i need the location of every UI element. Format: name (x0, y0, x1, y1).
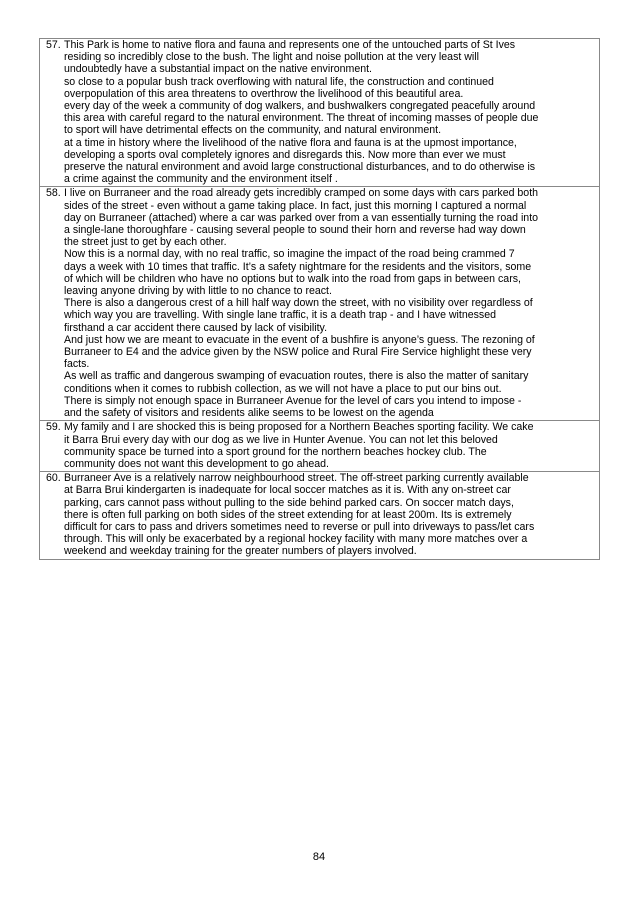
submission-entry (39, 39, 600, 187)
submission-text-line (43, 484, 596, 496)
submission-text: every day of the week a community of dog walkers, and bushwalkers congregated peacefully around (64, 100, 536, 113)
submission-text-line (43, 383, 596, 395)
submission-text-line (43, 200, 596, 212)
submission-text-line (43, 112, 596, 124)
submissions-table (39, 38, 600, 560)
submission-text-line (43, 149, 596, 161)
submission-text-line (43, 346, 596, 358)
submission-text: conditions when it comes to rubbish collection, as we will not have a place to put our bins out. (64, 382, 502, 395)
submission-text-line (43, 434, 596, 446)
submission-text-line (43, 370, 596, 382)
submission-text-line (43, 309, 596, 321)
submission-text: through. This will only be exacerbated by a regional hockey facility with many more matches over a (64, 533, 528, 546)
submission-text: There is also a dangerous crest of a hill half way down the street, with no visibility over regardless of (64, 297, 533, 310)
submission-text-line (43, 407, 596, 419)
submission-text: it Barra Brui every day with our dog as we live in Hunter Avenue. You can not let this beloved (64, 433, 498, 446)
submission-text: My family and I are shocked this is being proposed for a Northern Beaches sporting facility. We cake (64, 421, 534, 434)
submission-text: I live on Burraneer and the road already gets incredibly cramped on some days with cars parked both (64, 187, 539, 200)
submission-text: which way you are travelling. With single lane traffic, it is a death trap - and I have witnessed (64, 309, 497, 322)
submission-text: This Park is home to native flora and fauna and represents one of the untouched parts of St Ives (64, 39, 516, 51)
submission-text: And just how we are meant to evacuate in the event of a bushfire is anyone’s guess. The rezoning of (64, 333, 535, 346)
submission-text-line (43, 285, 596, 297)
submission-text-line (43, 533, 596, 545)
submission-text: sides of the street - even without a game taking place. In fact, just this morning I captured a normal (64, 199, 527, 212)
submission-text: weekend and weekday training for the greater numbers of players involved. (64, 545, 417, 558)
submission-text: residing so incredibly close to the bush. The light and noise pollution at the very least will (64, 51, 479, 64)
submission-text: community does not want this development to go ahead. (64, 457, 330, 470)
submission-number: 60. (46, 472, 61, 485)
submission-text-line (43, 76, 596, 88)
submission-text: preserve the natural environment and avoid large constructional disturbances, and to do otherwise is (64, 161, 536, 174)
submission-text-line (43, 88, 596, 100)
submission-text: Now this is a normal day, with no real traffic, so imagine the impact of the road being crammed 7 (64, 248, 515, 261)
submission-text: leaving anyone driving by with little to no chance to react. (64, 285, 332, 298)
submission-text-line (43, 358, 596, 370)
submission-text-line (43, 509, 596, 521)
submission-text-line (43, 236, 596, 248)
submission-first-line (43, 472, 596, 484)
submission-number: 58. (46, 187, 61, 200)
submission-text: a crime against the community and the environment itself . (64, 173, 338, 186)
submission-text-line (43, 395, 596, 407)
submission-text: facts. (64, 358, 90, 371)
submission-text-line (43, 212, 596, 224)
submission-text: community space be turned into a sport ground for the northern beaches hockey club. The (64, 445, 487, 458)
submission-text: days a week with 10 times that traffic. It’s a safety nightmare for the residents and the visitors, some (64, 260, 532, 273)
submission-text-line (43, 458, 596, 470)
submission-text: overpopulation of this area threatens to overthrow the livelihood of this beautiful area. (64, 87, 464, 100)
submission-text: Burraneer Ave is a relatively narrow neighbourhood street. The off-street parking currently available (64, 472, 529, 485)
submission-text: There is simply not enough space in Burraneer Avenue for the level of cars you intend to impose - (64, 394, 522, 407)
submission-text-line (43, 100, 596, 112)
submission-text: day on Burraneer (attached) where a car was parked over from a van essentially turning the road into (64, 211, 539, 224)
submission-text-line (43, 545, 596, 557)
submission-text-line (43, 51, 596, 63)
submission-text: so close to a popular bush track overflowing with natural life, the construction and continued (64, 75, 494, 88)
submission-text: at Barra Brui kindergarten is inadequate for local soccer matches as it is. With any on-street car (64, 484, 511, 497)
submission-entry (39, 421, 600, 472)
submission-number: 57. (46, 39, 61, 51)
submission-text: undoubtedly have a substantial impact on the native environment. (64, 63, 373, 76)
submission-text-line (43, 297, 596, 309)
submission-text: to sport will have detrimental effects on the community, and natural environment. (64, 124, 442, 137)
submission-text-line (43, 322, 596, 334)
submission-text-line (43, 224, 596, 236)
submission-text: of which will be children who have no options but to walk into the road from gaps in between cars, (64, 272, 521, 285)
submission-number: 59. (46, 421, 61, 434)
submission-text: a single-lane thoroughfare - causing several people to sound their horn and reverse had way down (64, 224, 526, 237)
submission-text: the street just to get by each other. (64, 236, 227, 249)
submission-text-line (43, 446, 596, 458)
page-number: 84 (312, 851, 326, 863)
submission-text: As well as traffic and dangerous swamping of evacuation routes, there is also the matter of sanitary (64, 370, 529, 383)
submission-text-line (43, 137, 596, 149)
submission-text-line (43, 63, 596, 75)
submission-text-line (43, 497, 596, 509)
submission-text-line (43, 248, 596, 260)
submission-first-line (43, 39, 596, 51)
submission-text-line (43, 161, 596, 173)
submission-text-line (43, 521, 596, 533)
submission-first-line (43, 421, 596, 433)
submission-text-line (43, 173, 596, 185)
submission-text-line (43, 124, 596, 136)
submission-text: Burraneer to E4 and the advice given by the NSW police and Rural Fire Service highlight these very (64, 346, 532, 359)
submission-text: this area with careful regard to the natural environment. The threat of incoming masses of people due (64, 112, 539, 125)
submission-text: at a time in history where the livelihood of the native flora and fauna is at the upmost importance, (64, 136, 517, 149)
submission-text: parking, cars cannot pass without pulling to the side behind parked cars. On soccer match days, (64, 496, 514, 509)
submission-entry (39, 472, 600, 559)
submission-text: there is often full parking on both sides of the street extending for at least 200m. Its is extremely (64, 508, 512, 521)
submission-text: and the safety of visitors and residents alike seems to be lowest on the agenda (64, 407, 434, 420)
submission-entry (39, 187, 600, 421)
submission-first-line (43, 187, 596, 199)
submission-text-line (43, 334, 596, 346)
submission-text: difficult for cars to pass and drivers sometimes need to reverse or pull into driveways to pass/let cars (64, 520, 535, 533)
submission-text-line (43, 273, 596, 285)
submission-text: developing a sports oval completely ignores and disregards this. Now more than ever we must (64, 148, 506, 161)
submission-text-line (43, 261, 596, 273)
submission-text: firsthand a car accident there caused by lack of visibility. (64, 321, 328, 334)
